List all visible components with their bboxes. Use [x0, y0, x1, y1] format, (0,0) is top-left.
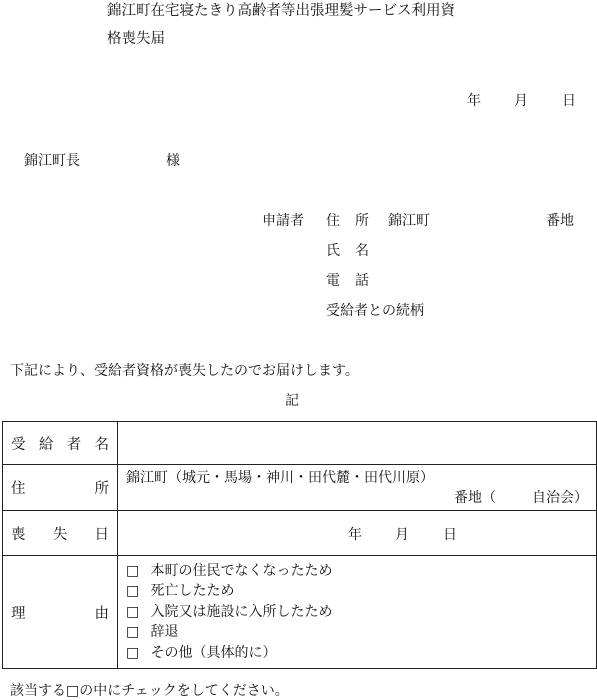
addressee-suffix: 様 [166, 153, 180, 169]
addressee: 錦江町長 [24, 153, 80, 169]
date-month-label: 月 [514, 93, 528, 109]
reason-label: 理 由 [3, 556, 118, 669]
reason-option-other[interactable]: □ その他（具体的に） [126, 643, 588, 664]
applicant-address-label-2: 所 [355, 213, 369, 229]
checkbox-icon[interactable]: □ [126, 624, 140, 641]
applicant-phone-label-1: 電 [326, 273, 340, 289]
checkbox-icon[interactable]: □ [126, 603, 140, 620]
loss-date-field[interactable] [118, 511, 597, 556]
reason-option-declined[interactable]: □ 辞退 [126, 622, 588, 643]
checkbox-icon[interactable]: □ [126, 583, 140, 600]
statement-text: 下記により、受給者資格が喪失したのでお届けします。 [10, 363, 359, 379]
reason-field [118, 556, 597, 669]
recipient-row [3, 422, 597, 465]
reason-option-moved-out[interactable]: □ 本町の住民でなくなったため [126, 561, 588, 582]
loss-date-label: 喪 失 日 [3, 511, 118, 556]
form-title-line2: 格喪失届 [107, 31, 165, 47]
loss-date-year: 年 [348, 527, 362, 543]
address-label: 住 所 [3, 465, 118, 511]
applicant-name-label-1: 氏 [326, 243, 340, 259]
loss-date-month: 月 [395, 527, 409, 543]
address-districts: 錦江町（城元・馬場・神川・田代麓・田代川原） [126, 469, 434, 486]
address-field[interactable] [118, 465, 597, 511]
reason-row [3, 556, 597, 669]
recipient-name-label: 受 給 者 名 [3, 422, 118, 465]
applicant-phone-label-2: 話 [355, 273, 369, 289]
address-row [3, 465, 597, 511]
recipient-name-field[interactable] [118, 422, 597, 465]
applicant-address-label-1: 住 [326, 213, 340, 229]
reason-option-deceased[interactable]: □ 死亡したため [126, 581, 588, 602]
applicant-name-label-2: 名 [355, 243, 369, 259]
applicant-address-banchi: 番地 [546, 213, 574, 229]
checkbox-icon[interactable]: □ [126, 562, 140, 579]
footer-note: 該当する□の中にチェックをしてください。 [10, 683, 289, 699]
applicant-relation-label: 受給者との続柄 [326, 303, 424, 319]
date-day-label: 日 [562, 93, 576, 109]
form-table [2, 421, 597, 669]
loss-date-row [3, 511, 597, 556]
loss-date-day: 日 [443, 527, 457, 543]
ki-heading: 記 [285, 393, 299, 409]
form-title-line1: 錦江町在宅寝たきり高齢者等出張理髪サービス利用資 [107, 3, 455, 19]
applicant-label: 申請者 [262, 213, 304, 229]
address-banchi-label: 番地（ [454, 489, 496, 506]
checkbox-icon[interactable]: □ [126, 644, 140, 661]
address-jichikai-label: 自治会） [532, 489, 588, 506]
reason-option-hospitalized[interactable]: □ 入院又は施設に入所したため [126, 602, 588, 623]
applicant-address-town: 錦江町 [388, 213, 430, 229]
date-year-label: 年 [467, 93, 481, 109]
